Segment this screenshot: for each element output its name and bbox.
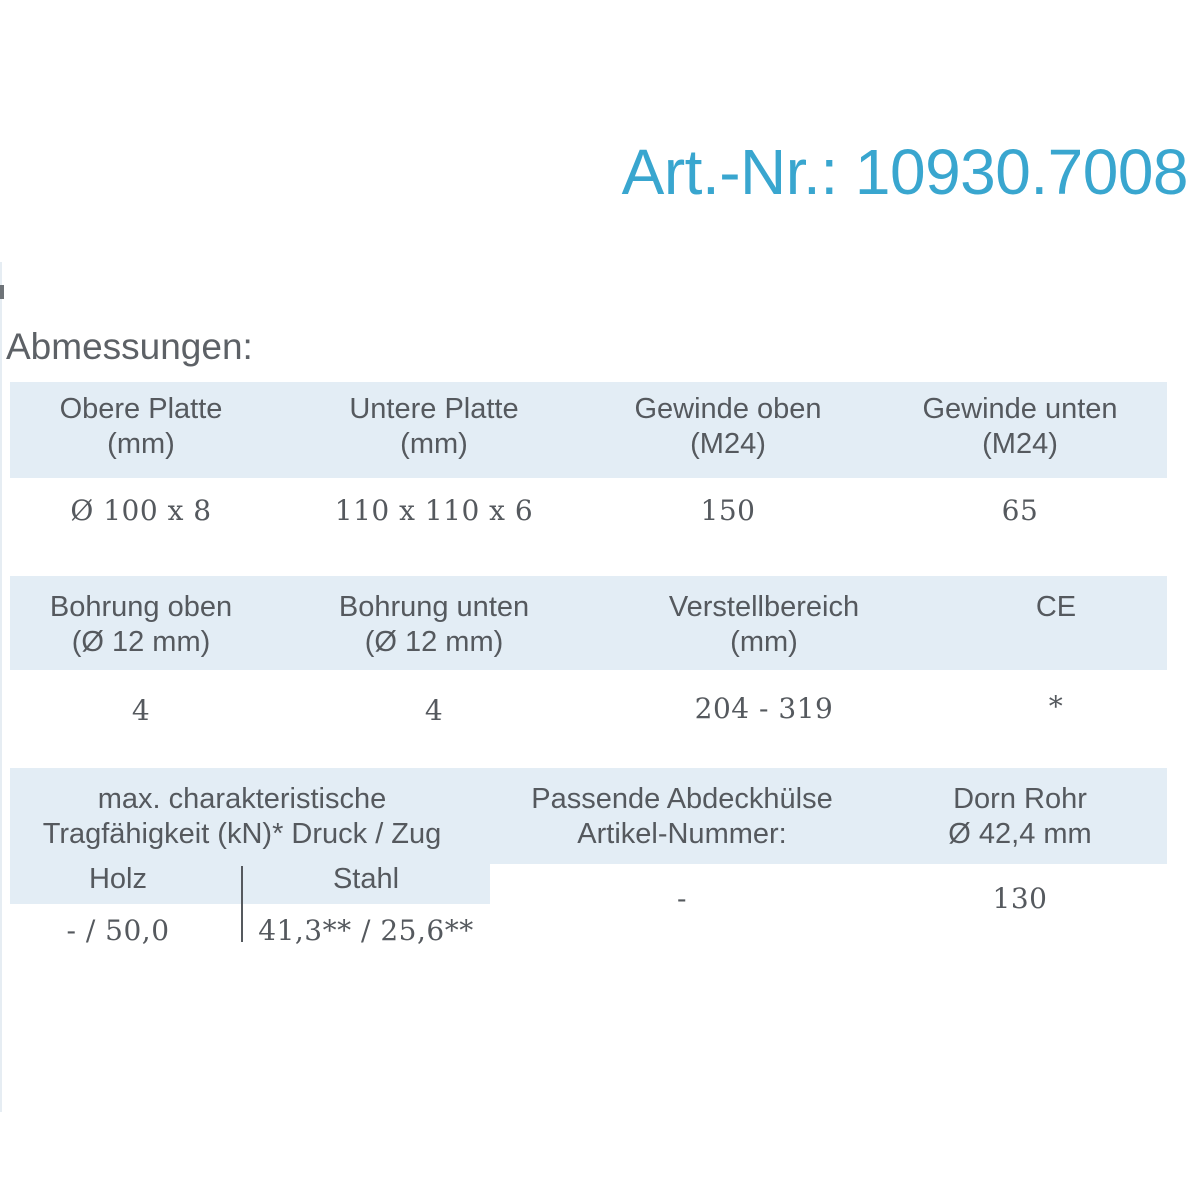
table2-header-verstellbereich: Verstellbereich (mm) [668, 591, 860, 658]
section-title: Abmessungen: [6, 326, 253, 367]
left-edge-rule [0, 262, 2, 1112]
table1-header-gewinde-unten: Gewinde unten (M24) [922, 393, 1118, 460]
table2-value-verstellbereich: 204 - 319 [694, 692, 834, 725]
table3-value-abdeckhuelse: - [677, 882, 687, 915]
article-number: Art.-Nr.: 10930.7008 [621, 136, 1188, 208]
table1-value-untere-platte: 110 x 110 x 6 [334, 494, 534, 527]
table3-header-dorn-rohr: Dorn Rohr Ø 42,4 mm [948, 783, 1092, 850]
table3-header-abdeckhuelse: Passende Abdeckhülse Artikel-Nummer: [531, 783, 833, 850]
table1-header-untere-platte: Untere Platte (mm) [349, 393, 519, 460]
table3-value-stahl: 41,3** / 25,6** [258, 914, 474, 947]
table2-header-ce: CE [1035, 591, 1077, 623]
table1-value-obere-platte: Ø 100 x 8 [70, 494, 212, 527]
left-edge-mark [0, 285, 4, 299]
table2-header-bohrung-oben: Bohrung oben (Ø 12 mm) [49, 591, 233, 658]
table3-value-holz: - / 50,0 [66, 914, 170, 947]
table3-subheader-stahl: Stahl [332, 863, 400, 895]
table1-header-obere-platte: Obere Platte (mm) [59, 393, 223, 460]
table3-subheader-holz: Holz [88, 863, 147, 895]
table2-value-bohrung-unten: 4 [424, 694, 444, 727]
table2-value-ce: * [1048, 690, 1064, 723]
table1-header-gewinde-oben: Gewinde oben (M24) [634, 393, 822, 460]
table2-header-bohrung-unten: Bohrung unten (Ø 12 mm) [338, 591, 530, 658]
table3-header-tragfaehigkeit: max. charakteristische Tragfähigkeit (kN)* Druck / Zug [42, 783, 442, 850]
table2-value-bohrung-oben: 4 [131, 694, 151, 727]
table1-value-gewinde-unten: 65 [1001, 494, 1039, 527]
table3-value-dorn-rohr: 130 [992, 882, 1048, 915]
table3-column-divider [241, 866, 243, 942]
table1-value-gewinde-oben: 150 [700, 494, 756, 527]
